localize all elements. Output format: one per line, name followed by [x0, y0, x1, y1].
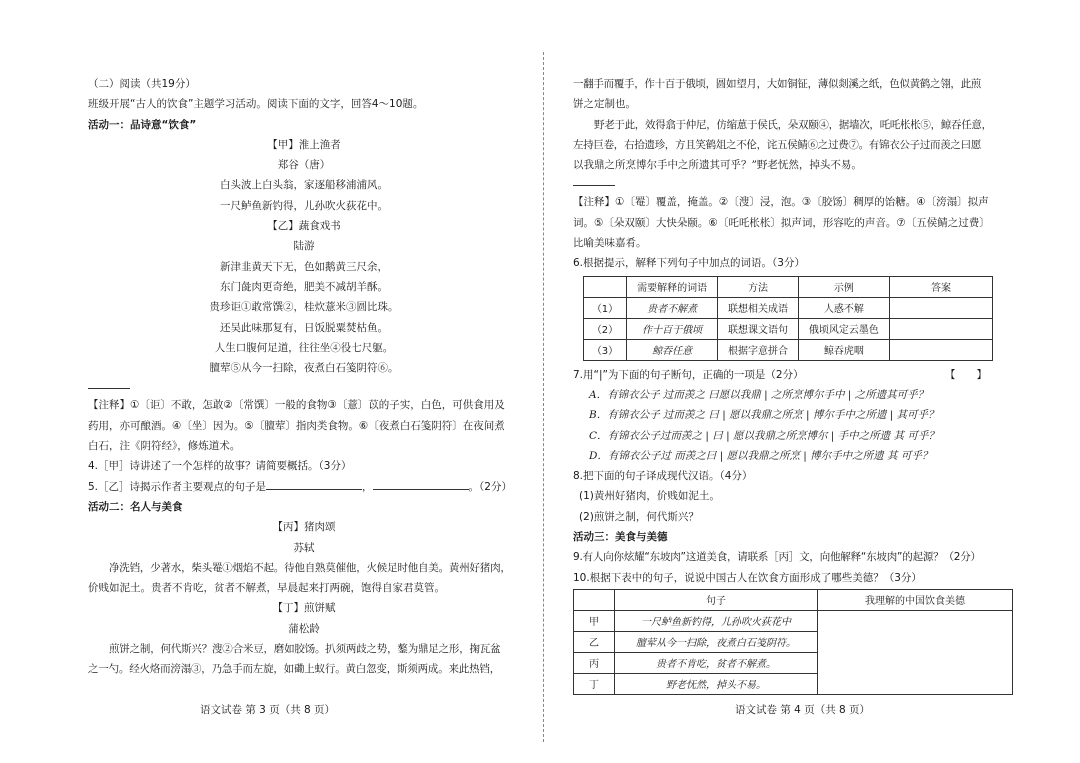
reading-intro: 班级开展“古人的饮食”主题学习活动。阅读下面的文字，回答4～10题。	[88, 98, 424, 111]
question-4: 4.［甲］诗讲述了一个怎样的故事？请简要概括。（3分）	[88, 460, 352, 473]
table-cell: 一尺鲈鱼新钓得，儿孙吹火荻花中	[615, 610, 818, 631]
text-3-line: 价贱如泥土。贵者不肯吃，贫者不解煮，早晨起来打两碗，饱得自家君莫管。	[88, 582, 445, 595]
table-cell: 丙	[574, 652, 615, 673]
notes-line: 词。⑤〔朵双颐〕大快朵颐。⑥〔吒吒枨枨〕拟声词，形容吃的声音。⑦〔五侯鲭之过费〕	[573, 216, 990, 229]
section-title: （二）阅读（共19分）	[88, 78, 196, 90]
table-cell: 甲	[574, 610, 615, 631]
table-header-cell: 句子	[615, 589, 818, 610]
table-cell: 人惑不解	[798, 297, 889, 318]
poem-2-line: 新津韭黄天下无，色如鹅黄三尺余，	[220, 260, 388, 273]
answer-bracket[interactable]: 【 】	[945, 368, 987, 381]
poem-2-line: 膻荤⑤从今一扫除，夜煮白石笺阴符⑥。	[209, 362, 399, 375]
table-cell: 作十百于俄顷	[627, 318, 718, 339]
notes-line: 药用，亦可酿酒。④〔坐〕因为。⑤〔膻荤〕指肉类食物。⑥〔夜煮白石笺阴符〕在夜间煮	[88, 419, 505, 432]
table-cell: 乙	[574, 631, 615, 652]
table-cell: 丁	[574, 673, 615, 694]
table-header-cell	[584, 276, 627, 297]
table-header-cell: 我理解的中国饮食美德	[818, 589, 1013, 610]
text-4-author: 蒲松龄	[288, 622, 320, 635]
question-10-table	[573, 589, 1013, 695]
answer-cell[interactable]	[890, 297, 993, 318]
text-4-continued-line: 野老于此，效得翕于仲尼，仿缩葸于侯氏，朵双颐④，据墙次，吒吒枨枨⑤，鲸吞任意，	[594, 118, 992, 131]
text-3-title: 【丙】猪肉颂	[272, 521, 336, 534]
table-cell: （1）	[584, 297, 627, 318]
table-header-cell: 示例	[798, 276, 889, 297]
text-4-continued-line: 以我鼎之所烹博尔手中之所遗其可乎？”野老怃然，掉头不易。	[573, 159, 862, 172]
option-a[interactable]: A．有锦衣公子 过而羡之 曰愿以我鼎 | 之所烹博尔手中 | 之所遗其可乎？	[589, 388, 929, 401]
answer-cell[interactable]	[890, 339, 993, 360]
answer-blank-2[interactable]	[373, 479, 469, 490]
table-cell: 根据字意拼合	[718, 339, 798, 360]
table-header-cell: 答案	[890, 276, 993, 297]
text-4-line: 煎饼之制，何代斯兴？溲②合米豆，磨如胶饧。扒须两歧之势，鏊为鼎足之形，掬瓦盆	[109, 643, 501, 656]
option-b[interactable]: B．有锦衣公子 过而羡之 曰 | 愿以我鼎之所烹 | 博尔手中之所遗 | 其可乎？	[589, 409, 939, 422]
table-cell: 贵者不肯吃，贫者不解煮。	[615, 652, 818, 673]
poem-1-line-text: 一尺鲈鱼新钓得，儿孙吹火荻花中。	[220, 199, 388, 212]
table-cell: 联想课文语句	[718, 318, 798, 339]
text-3-author: 苏轼	[293, 541, 315, 554]
table-cell: 膻荤从今一扫除，夜煮白石笺阴符。	[615, 631, 818, 652]
table-cell: 俄顷风定云墨色	[798, 318, 889, 339]
page-divider	[543, 52, 544, 742]
poem-1-line: 白头波上白头翁，家逐船移浦浦风。	[220, 179, 388, 192]
notes-separator	[88, 388, 130, 389]
answer-cell[interactable]	[818, 610, 1013, 694]
question-5-separator: ，	[362, 480, 373, 493]
table-cell: （3）	[584, 339, 627, 360]
table-cell: 鲸吞任意	[627, 339, 718, 360]
table-header-cell: 需要解释的词语	[627, 276, 718, 297]
question-6: 6.根据提示，解释下列句子中加点的词语。（3分）	[573, 257, 805, 270]
question-5	[88, 477, 520, 497]
notes-separator	[573, 185, 615, 186]
text-4-continued-line: 饼之定制也。	[573, 98, 636, 111]
table-row	[584, 318, 993, 339]
question-5-suffix: 。（2分）	[468, 480, 512, 493]
poem-2-line: 东门彘肉更奇绝，肥美不减胡羊酥。	[220, 280, 388, 293]
poem-2-title: 【乙】蔬食戏书	[267, 220, 341, 233]
text-4-title: 【丁】煎饼赋	[272, 602, 336, 615]
page-4	[545, 0, 1080, 763]
question-8-item: (1)黄州好猪肉，价贱如泥土。	[579, 490, 720, 503]
table-row	[584, 339, 993, 360]
answer-blank-1[interactable]	[266, 479, 362, 490]
poem-1-author: 郑谷（唐）	[277, 159, 331, 172]
notes-line: 【注释】①〔罨〕覆盖，掩盖。②〔溲〕浸，泡。③〔胶饧〕稠厚的饴糖。④〔滂溻〕拟声	[573, 196, 989, 209]
table-cell: 联想相关成语	[718, 297, 798, 318]
notes-line: 【注释】①〔讵〕不敢，怎敢②〔常馔〕一般的食物③〔薏〕苡的子实，白色，可供食用及	[88, 399, 505, 412]
table-header-row	[574, 589, 1013, 610]
question-7-text: 7.用“|”为下面的句子断句，正确的一项是（2分）	[573, 368, 804, 381]
option-d[interactable]: D．有锦衣公子过 而羡之曰 | 愿以我鼎之所烹 | 博尔手中之所遗 其 可乎？	[589, 449, 933, 462]
poem-1-line	[88, 196, 520, 216]
poem-2-line: 贵珍讵①敢常馔②，桂炊薏米③圆比珠。	[209, 301, 399, 314]
activity-3-heading: 活动三：美食与美德	[573, 531, 668, 544]
text-4-continued-line: 一翻手而覆手，作十百于俄顷，圆如望月，大如铜钲，薄似剡溪之纸，色似黄鹤之翎，此煎	[573, 78, 981, 90]
question-10: 10.根据下表中的句子，说说中国古人在饮食方面形成了哪些美德？（3分）	[573, 571, 922, 584]
text-4-line: 之一勺。经火烙而滂溻③，乃急手而左旋，如磡上蚁行。黄白忽变，斯须两成。来此热铛，	[88, 663, 500, 676]
poem-2-line: 人生口腹何足道，往往坐④役七尺躯。	[214, 341, 394, 354]
question-7	[573, 365, 1050, 385]
page-footer: 语文试卷 第 4 页（共 8 页）	[735, 704, 871, 716]
question-8: 8.把下面的句子译成现代汉语。（4分）	[573, 470, 753, 483]
table-row	[584, 297, 993, 318]
table-cell: 贵者不解煮	[627, 297, 718, 318]
table-row	[574, 610, 1013, 631]
table-header-cell: 方法	[718, 276, 798, 297]
poem-2-author: 陆游	[293, 240, 315, 253]
table-cell: 鲸吞虎咽	[798, 339, 889, 360]
text-4-continued-line: 左持巨卷，右拾遗珍，方且笑鹤俎之不伦，诧五侯鲭⑥之过费⑦。有锦衣公子过而羡之曰愿	[573, 138, 981, 151]
question-8-item: (2)煎饼之制，何代斯兴？	[579, 510, 699, 523]
activity-1-heading: 活动一：品诗意“饮食”	[88, 118, 197, 131]
notes-line: 白石，注《阴符经》，修炼道术。	[88, 440, 241, 453]
question-9: 9.有人向你炫耀“东坡肉”这道美食，请联系［丙］文，向他解释“东坡肉”的起源？（2分）	[573, 551, 981, 564]
notes-line: 比喻美味嘉肴。	[573, 237, 647, 250]
poem-1-title: 【甲】淮上渔者	[267, 138, 341, 151]
poem-2-line: 还吴此味那复有，日饭脱粟焚枯鱼。	[220, 321, 388, 334]
table-header-row	[584, 276, 993, 297]
table-cell: （2）	[584, 318, 627, 339]
text-3-line: 净洗铛，少著水，柴头罨①烟焰不起。待他自熟莫催他，火候足时他自美。黄州好猪肉，	[109, 561, 511, 574]
table-cell: 野老怃然，掉头不易。	[615, 673, 818, 694]
option-c[interactable]: C．有锦衣公子过而羡之 | 曰 | 愿以我鼎之所烹博尔 | 手中之所遗 其 可乎？	[589, 429, 939, 442]
table-header-cell	[574, 589, 615, 610]
answer-cell[interactable]	[890, 318, 993, 339]
question-5-prefix: 5.［乙］诗揭示作者主要观点的句子是	[88, 480, 267, 493]
activity-2-heading: 活动二：名人与美食	[88, 500, 183, 513]
question-6-table	[583, 276, 993, 361]
page-footer: 语文试卷 第 3 页（共 8 页）	[200, 704, 336, 716]
